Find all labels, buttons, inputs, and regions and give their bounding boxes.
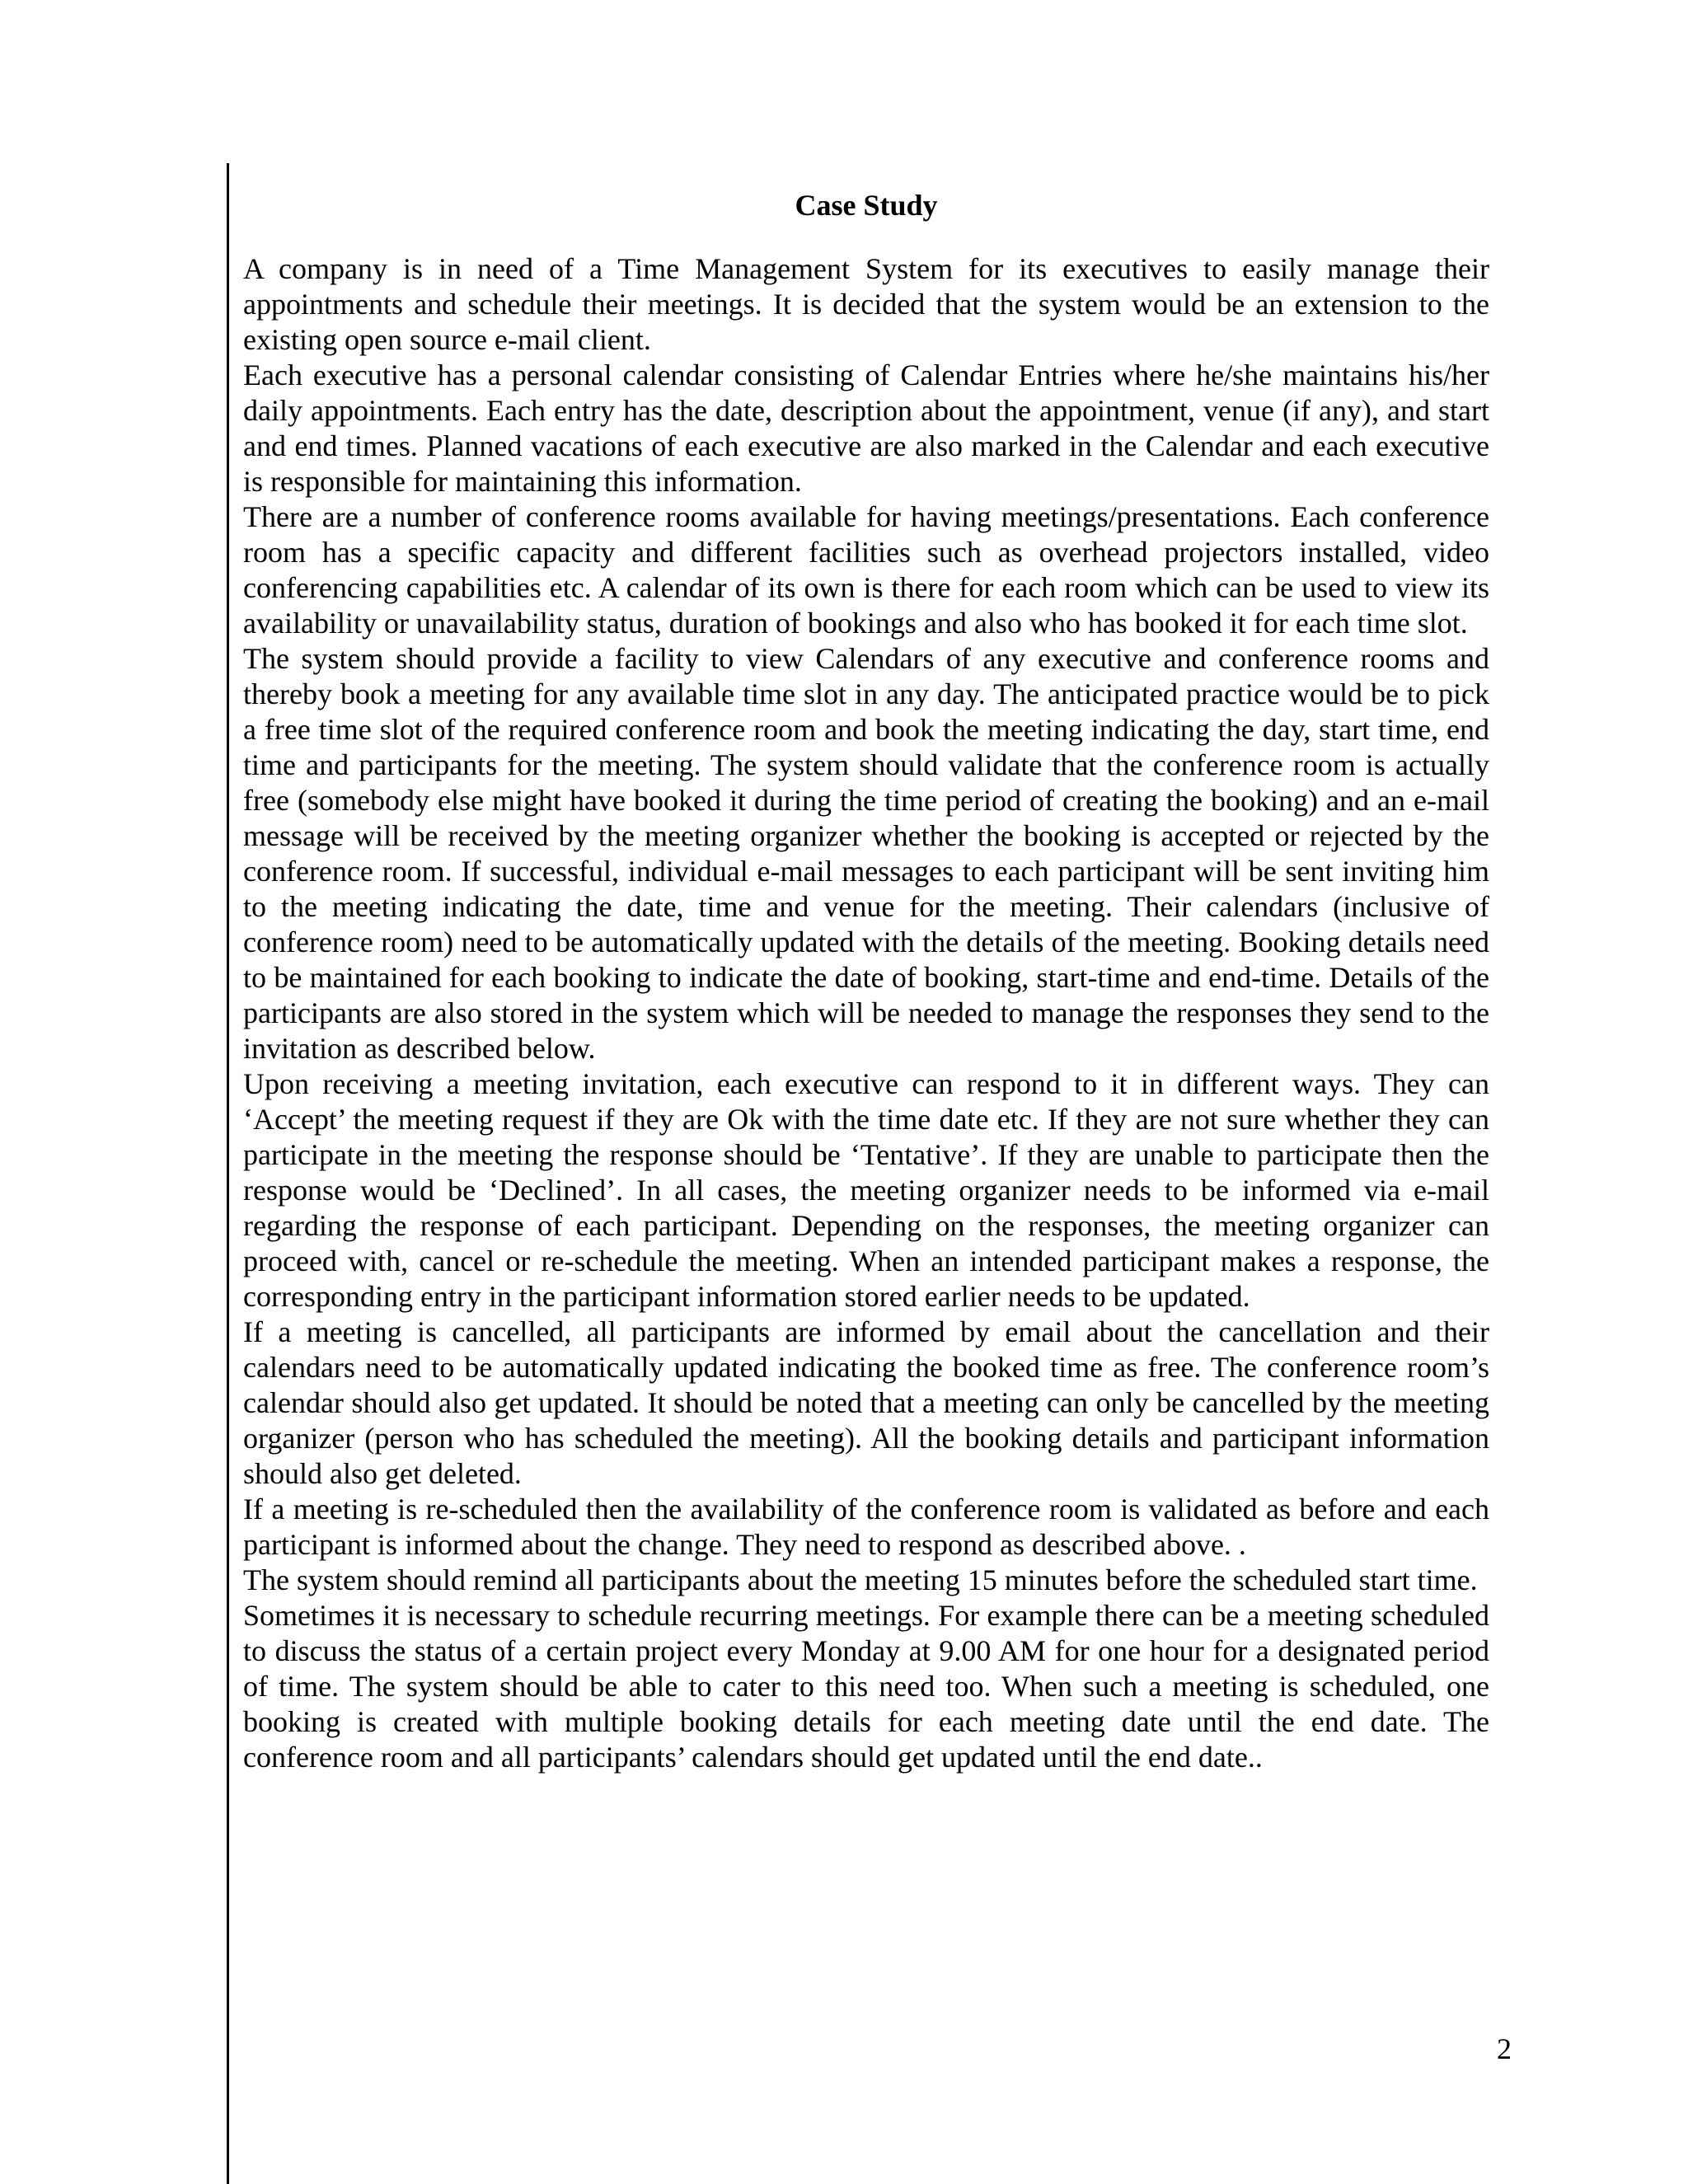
paragraph-recurring-meetings: Sometimes it is necessary to schedule recurring meetings. For example there can be a meeting scheduled to discuss the status of a certain project every Monday at 9.00 AM for one hour for a designated period of time. The system should be able to cater to this need too. When such a meeting is scheduled, one booking is created with multiple booking details for each meeting date until the end date. The conference room and all participants’ calendars should get updated until the end date..	[243, 1599, 1489, 1774]
paragraph-booking-process: The system should provide a facility to view Calendars of any executive and conference rooms and thereby book a meeting for any available time slot in any day. The anticipated practice would be to pick a free time slot of the required conference room and book the meeting indicating the day, start time, end time and participants for the meeting. The system should validate that the conference room is actually free (somebody else might have booked it during the time period of creating the booking) and an e-mail message will be received by the meeting organizer whether the booking is accepted or rejected by the conference room. If successful, individual e-mail messages to each participant will be sent inviting him to the meeting indicating the date, time and venue for the meeting. Their calendars (inclusive of conference room) need to be automatically updated with the details of the meeting. Booking details need to be maintained for each booking to indicate the date of booking, start-time and end-time. Details of the participants are also stored in the system which will be needed to manage the responses they send to the invitation as described below.	[243, 642, 1489, 1065]
paragraph-conference-rooms: There are a number of conference rooms available for having meetings/presentations. Each conference room has a specific capacity and different facilities such as overhead projectors installed, video conferencing capabilities etc. A calendar of its own is there for each room which can be used to view its availability or unavailability status, duration of bookings and also who has booked it for each time slot.	[243, 500, 1489, 640]
left-margin-rule	[227, 163, 229, 2184]
paragraph-cancellation: If a meeting is cancelled, all participants are informed by email about the cancellation and their calendars need to be automatically updated indicating the booked time as free. The conference room’s calendar should also get updated. It should be noted that a meeting can only be cancelled by the meeting organizer (person who has scheduled the meeting). All the booking details and participant information should also get deleted.	[243, 1315, 1489, 1490]
document-title: Case Study	[795, 189, 938, 222]
paragraph-reminder: The system should remind all participants about the meeting 15 minutes before the scheduled start time.	[243, 1563, 1478, 1596]
paragraph-personal-calendar: Each executive has a personal calendar consisting of Calendar Entries where he/she maintains his/her daily appointments. Each entry has the date, description about the appointment, venue (if any), and start and end times. Planned vacations of each executive are also marked in the Calendar and each executive is responsible for maintaining this information.	[243, 359, 1489, 498]
paragraph-rescheduling: If a meeting is re-scheduled then the availability of the conference room is validated as before and each participant is informed about the change. They need to respond as described above. .	[243, 1493, 1489, 1561]
page-number: 2	[1497, 2032, 1512, 2065]
paragraph-introduction: A company is in need of a Time Management System for its executives to easily manage their appointments and schedule their meetings. It is decided that the system would be an extension to the existing open source e-mail client.	[243, 252, 1489, 356]
document-body	[243, 188, 1489, 1775]
paragraph-invitation-responses: Upon receiving a meeting invitation, each executive can respond to it in different ways. They can ‘Accept’ the meeting request if they are Ok with the time date etc. If they are not sure whether they can participate in the meeting the response should be ‘Tentative’. If they are unable to participate then the response would be ‘Declined’. In all cases, the meeting organizer needs to be informed via e-mail regarding the response of each participant. Depending on the responses, the meeting organizer can proceed with, cancel or re-schedule the meeting. When an intended participant makes a response, the corresponding entry in the participant information stored earlier needs to be updated.	[243, 1067, 1489, 1313]
